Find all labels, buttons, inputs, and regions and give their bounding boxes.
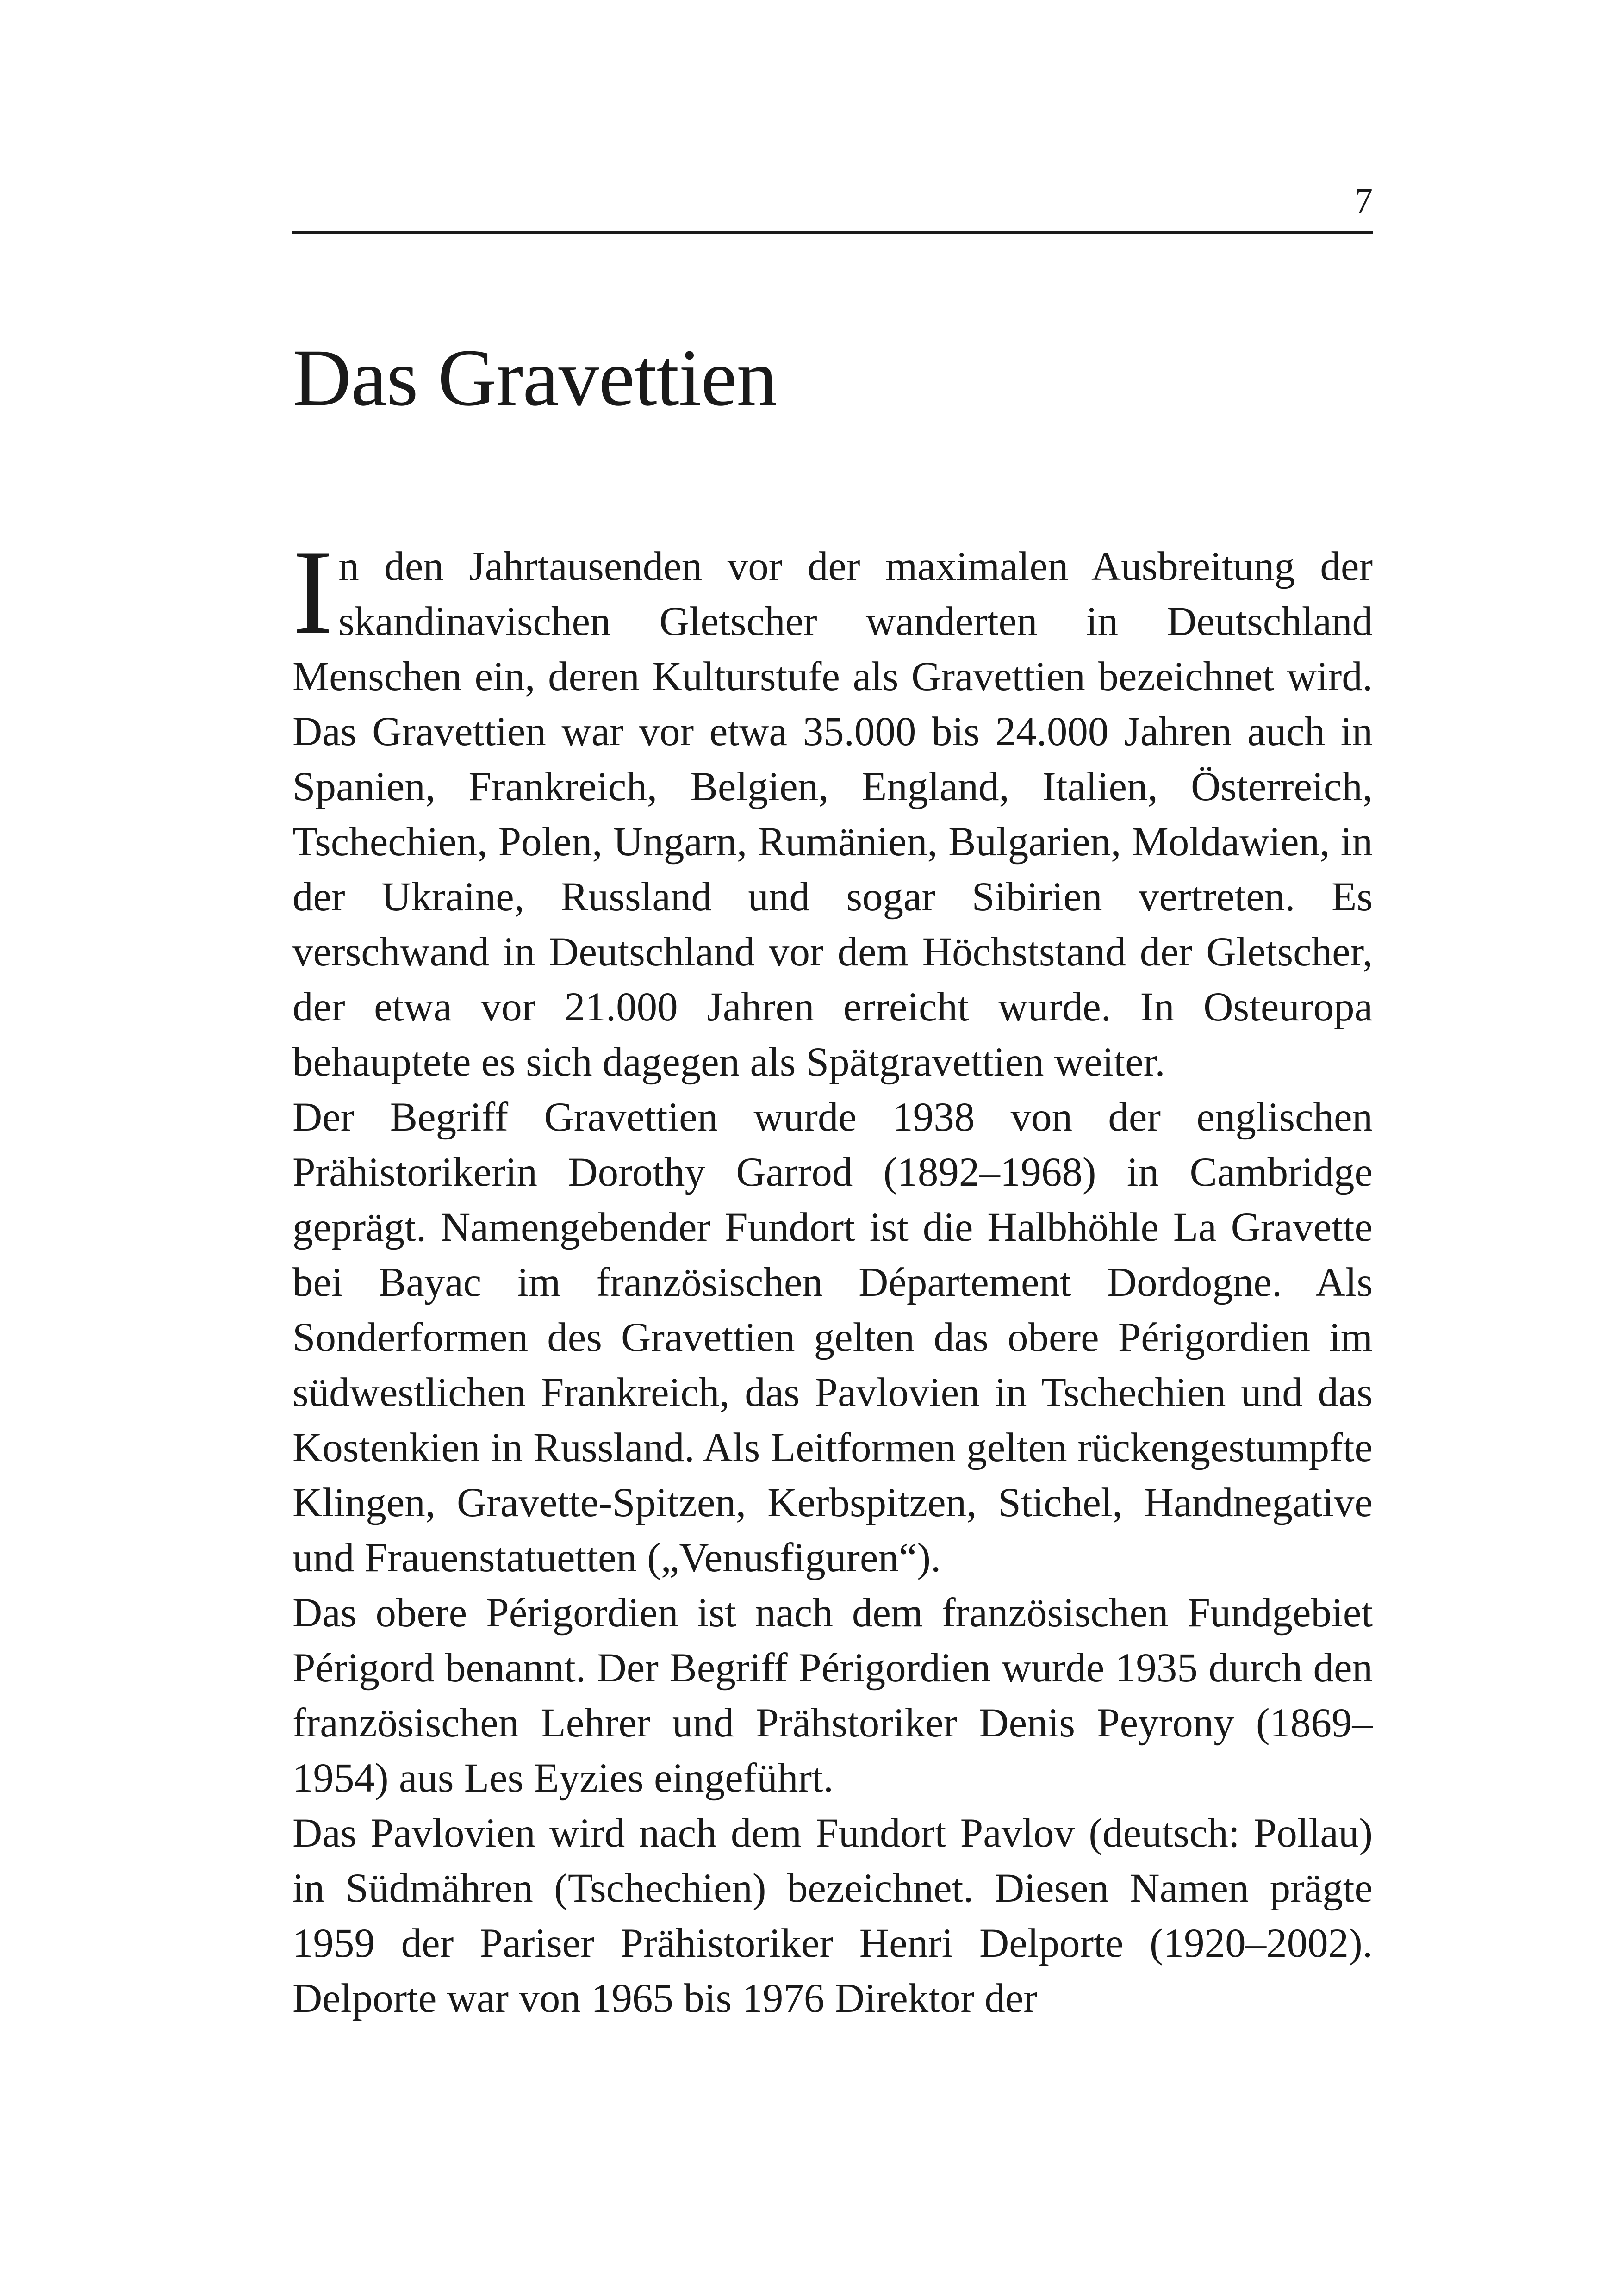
paragraph-2: Der Begriff Gravettien wurde 1938 von der englischen Prähistorikerin Dorothy Garrod (1892–1968) in Cambridge geprägt. Namengebender Fundort ist die Halbhöhle La Gravette bei Bayac im französischen Département Dordogne. Als Sonderformen des Gravettien gelten das obere Périgordien im südwestlichen Frankreich, das Pavlovien in Tschechien und das Kostenkien in Russland. Als Leitformen gelten rückengestumpfte Klingen, Gravette-Spitzen, Kerbspitzen, Stichel, Handnegative und Frauenstatuetten („Venusfiguren“). xyxy=(292,1095,1373,1580)
page-number: 7 xyxy=(1355,180,1373,221)
body-text xyxy=(292,525,1373,2026)
paragraph-3: Das obere Périgordien ist nach dem französischen Fundgebiet Périgord benannt. Der Begriff Périgordien wurde 1935 durch den französischen Lehrer und Prähstoriker Denis Peyrony (1869–1954) aus Les Eyzies eingeführt. xyxy=(292,1590,1373,1801)
header-rule xyxy=(292,231,1373,234)
chapter-title: Das Gravettien xyxy=(292,333,777,423)
paragraph-1: In den Jahrtausenden vor der maximalen Ausbreitung der skandinavischen Gletscher wanderten in Deutschland Menschen ein, deren Kulturstufe als Gravettien bezeichnet wird. Das Gravettien war vor etwa 35.000 bis 24.000 Jahren auch in Spanien, Frankreich, Belgien, England, Italien, Österreich, Tschechien, Polen, Ungarn, Rumänien, Bulgarien, Moldawien, in der Ukraine, Russland und sogar Sibirien vertreten. Es verschwand in Deutschland vor dem Höchststand der Gletscher, der etwa vor 21.000 Jahren erreicht wurde. In Osteuropa behauptete es sich dagegen als Spätgravettien weiter. xyxy=(292,525,1373,1085)
paragraph-4: Das Pavlovien wird nach dem Fundort Pavlov (deutsch: Pollau) in Südmähren (Tschechien) bezeichnet. Diesen Namen prägte 1959 der Pariser Prähistoriker Henri Delporte (1920–2002). Delporte war von 1965 bis 1976 Direktor der xyxy=(292,1811,1373,2021)
